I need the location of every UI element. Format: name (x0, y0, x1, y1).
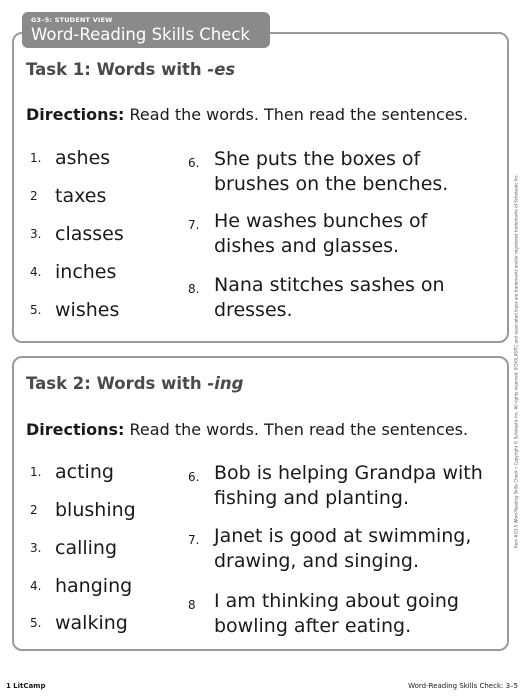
page-number: 1 (6, 682, 11, 690)
task1-suffix: -es (207, 60, 236, 79)
task1-word: 3. classes (30, 223, 124, 245)
task1-sentence: 8. Nana stitches sashes on dresses. (188, 274, 445, 321)
task2-directions-text: Read the words. Then read the sentences. (124, 420, 469, 439)
task2-word: 5. walking (30, 612, 128, 634)
task1-title: Task 1: Words with -es (26, 60, 236, 79)
litcamp-logo: LitCamp (13, 682, 46, 690)
header-tab (22, 12, 270, 48)
footer-left (6, 682, 45, 690)
task1-directions-text: Read the words. Then read the sentences. (124, 105, 469, 124)
task2-suffix: -ing (207, 374, 244, 393)
task1-directions (26, 105, 468, 124)
footer-right: Word-Reading Skills Check: 3–5 (408, 682, 518, 690)
task2-sentence: 6. Bob is helping Grandpa with fishing and planting. (188, 462, 483, 509)
task2-sentence: 7. Janet is good at swimming, drawing, and singing. (188, 525, 472, 572)
task2-word: 2 blushing (30, 499, 136, 521)
task1-sentence: 6. She puts the boxes of brushes on the benches. (188, 148, 449, 195)
task1-word: 2 taxes (30, 185, 107, 207)
task1-word: 4. inches (30, 261, 117, 283)
task1-word: 1. ashes (30, 147, 111, 169)
copyright-note: Item #G3-5 Word-Reading Skills Check • Copyright © Scholastic Inc. All rights reserved. SCHOLASTIC and associated logos are trademarks and/or registered trademarks of Scholastic Inc. (513, 174, 519, 548)
task2-word: 3. calling (30, 537, 118, 559)
task2-directions (26, 420, 468, 439)
tab-subtitle: G3–5: STUDENT VIEW (31, 16, 113, 24)
task2-directions-label: Directions: (26, 420, 125, 439)
task2-word: 4. hanging (30, 575, 133, 597)
task2-title: Task 2: Words with -ing (26, 374, 244, 393)
task2-word: 1. acting (30, 461, 114, 483)
tab-title: Word-Reading Skills Check (31, 25, 250, 44)
task1-directions-label: Directions: (26, 105, 125, 124)
task1-word: 5. wishes (30, 299, 120, 321)
task1-sentence: 7. He washes bunches of dishes and glasses. (188, 210, 428, 257)
task2-sentence: 8 I am thinking about going bowling after eating. (188, 590, 459, 637)
